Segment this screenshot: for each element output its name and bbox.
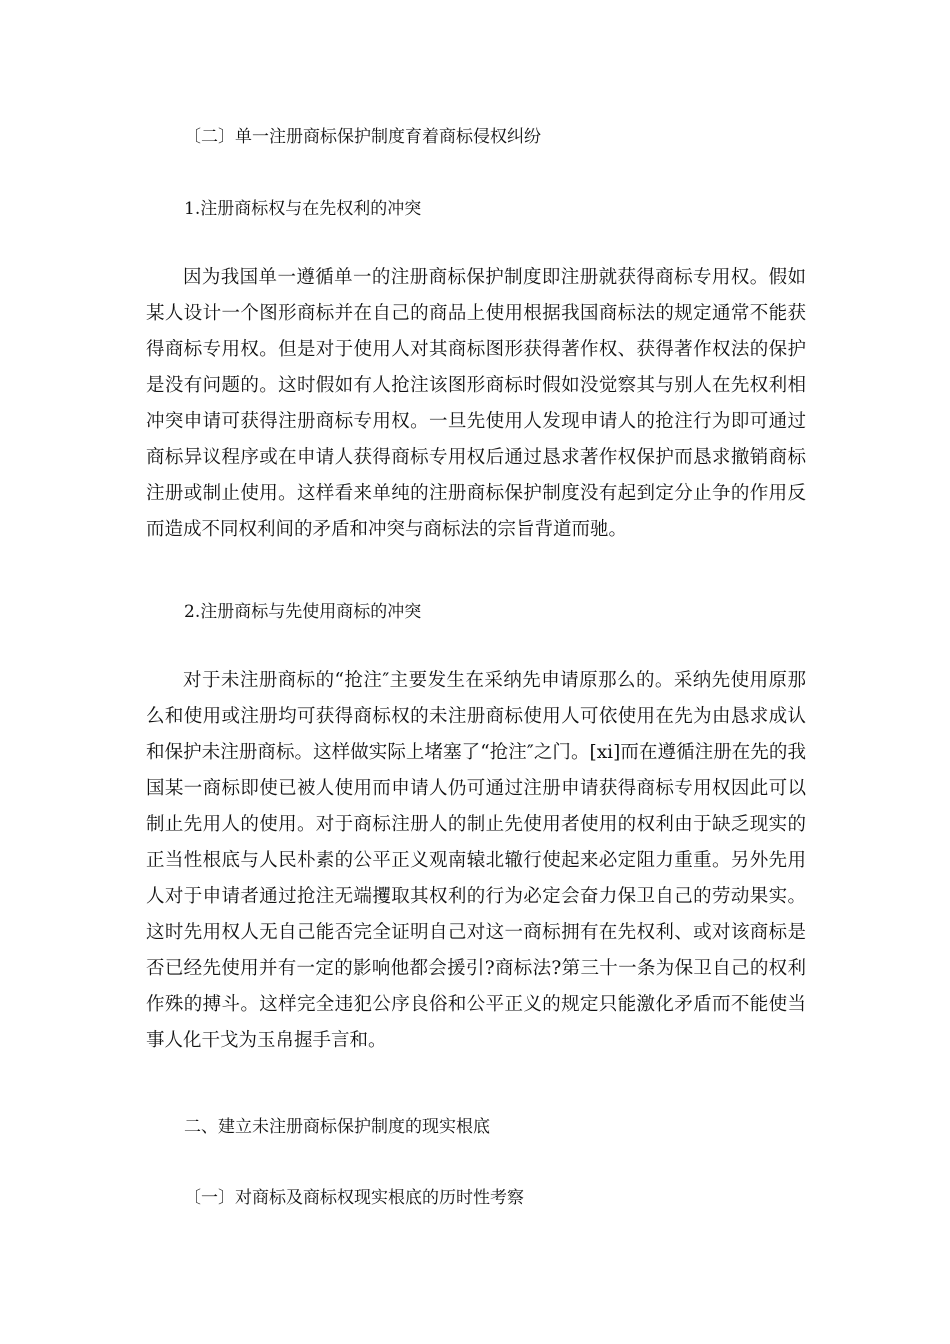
section-heading-one: 〔一〕对商标及商标权现实根底的历时性考察 <box>184 1188 524 1208</box>
part-two-heading: 二、建立未注册商标保护制度的现实根底 <box>184 1117 490 1137</box>
paragraph-1: 因为我国单一遵循单一的注册商标保护制度即注册就获得商标专用权。假如某人设计一个图形商标并在自己的商品上使用根据我国商标法的规定通常不能获得商标专用权。但是对于使用人对其商标图形获得著作权、获得著作权法的保护是没有问题的。这时假如有人抢注该图形商标时假如没觉察其与别人在先权利相冲突申请可获得注册商标专用权。一旦先使用人发现申请人的抢注行为即可通过商标异议程序或在申请人获得商标专用权后通过恳求著作权保护而恳求撤销商标注册或制止使用。这样看来单纯的注册商标保护制度没有起到定分止争的作用反而造成不同权利间的矛盾和冲突与商标法的宗旨背道而驰。 <box>146 267 806 540</box>
section-heading-two: 〔二〕单一注册商标保护制度育着商标侵权纠纷 <box>184 127 541 147</box>
paragraph-2: 对于未注册商标的“抢注″主要发生在采纳先申请原那么的。采纳先使用原那么和使用或注册均可获得商标权的未注册商标使用人可依使用在先为由恳求成认和保护未注册商标。这样做实际上堵塞了“抢注″之门。[xi]而在遵循注册在先的我国某一商标即使已被人使用而申请人仍可通过注册申请获得商标专用权因此可以制止先用人的使用。对于商标注册人的制止先使用者使用的权利由于缺乏现实的正当性根底与人民朴素的公平正义观南辕北辙行使起来必定阻力重重。另外先用人对于申请者通过抢注无端攫取其权利的行为必定会奋力保卫自己的劳动果实。这时先用权人无自己能否完全证明自己对这一商标拥有在先权利、或对该商标是否已经先使用并有一定的影响他都会援引?商标法?第三十一条为保卫自己的权利作殊的搏斗。这样完全违犯公序良俗和公平正义的规定只能激化矛盾而不能使当事人化干戈为玉帛握手言和。 <box>146 670 806 1051</box>
subheading-conflict-2: 2.注册商标与先使用商标的冲突 <box>184 602 422 622</box>
subheading-conflict-1: 1.注册商标权与在先权利的冲突 <box>184 199 422 219</box>
